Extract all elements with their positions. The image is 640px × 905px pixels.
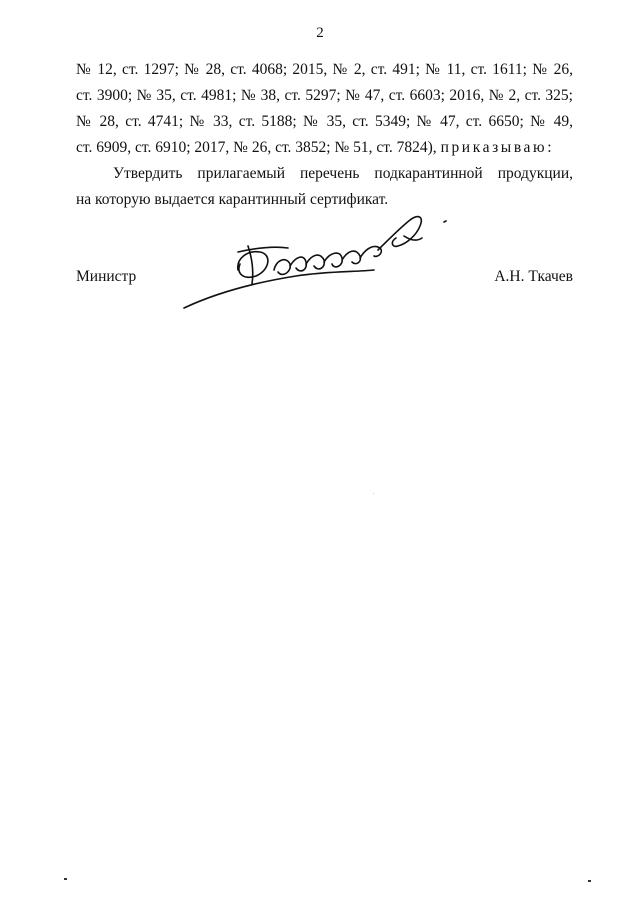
paragraph-line: на которую выдается карантинный сертификат. xyxy=(76,191,389,208)
position-title: Министр xyxy=(76,268,137,285)
paragraph-line: № 12, ст. 1297; № 28, ст. 4068; 2015, № 2, ст. 491; № 11, ст. 1611; № 26, xyxy=(76,61,573,78)
scan-artifact xyxy=(373,493,374,494)
paragraph-line: Утвердить прилагаемый перечень подкарантинной продукции, xyxy=(113,165,573,182)
signer-name: А.Н. Ткачев xyxy=(494,268,573,285)
handwritten-signature xyxy=(178,200,468,315)
paragraph-line: ст. 3900; № 35, ст. 4981; № 38, ст. 5297; № 47, ст. 6603; 2016, № 2, ст. 325; xyxy=(76,87,573,104)
paragraph-line-text: ст. 6909, ст. 6910; 2017, № 26, ст. 3852; № 51, ст. 7824), xyxy=(76,139,441,156)
order-keyword: приказываю: xyxy=(440,139,555,156)
legal-references-paragraph xyxy=(76,57,573,161)
scan-artifact xyxy=(64,878,67,880)
paragraph-line: № 28, ст. 4741; № 33, ст. 5188; № 35, ст. 5349; № 47, ст. 6650; № 49, xyxy=(76,113,573,130)
page-number: 2 xyxy=(316,25,324,41)
paragraph-line-last xyxy=(76,135,573,161)
scan-artifact xyxy=(588,880,591,882)
